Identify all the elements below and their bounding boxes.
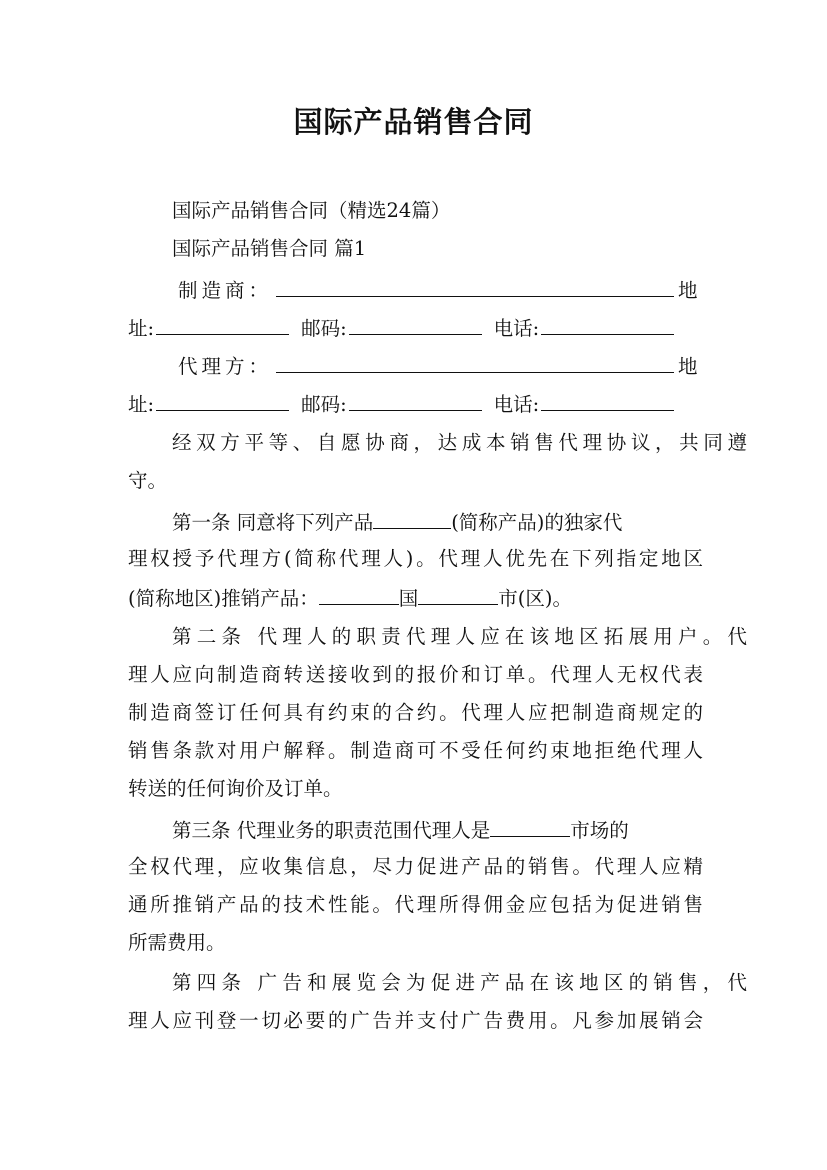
article3-text: 市场的 — [570, 819, 629, 842]
section-heading: 国际产品销售合同 篇1 — [172, 237, 367, 260]
manufacturer-address-label: 址: — [128, 317, 155, 340]
city-blank — [418, 578, 498, 605]
article3-line: 全权代理，应收集信息，尽力促进产品的销售。代理人应精 — [128, 855, 703, 878]
agent-address-row — [128, 384, 703, 424]
agent-postcode-label: 邮码: — [301, 393, 347, 416]
article1-line — [128, 578, 703, 618]
agent-label: 代理方： — [178, 355, 273, 378]
article1-text: (简称产品)的独家代 — [451, 511, 623, 534]
article1-line: 理权授予代理方(简称代理人)。代理人优先在下列指定地区 — [128, 547, 703, 570]
article2-line: 销售条款对用户解释。制造商可不受任何约束地拒绝代理人 — [128, 739, 703, 762]
intro-line: 经双方平等、自愿协商，达成本销售代理协议，共同遵 — [172, 431, 747, 454]
article1-line — [128, 502, 747, 542]
manufacturer-phone-label: 电话: — [493, 317, 540, 340]
subtitle: 国际产品销售合同（精选24篇） — [172, 199, 451, 222]
article4-line: 理人应刊登一切必要的广告并支付广告费用。凡参加展销会 — [128, 1009, 703, 1032]
article1-text: (简称地区)推销产品： — [128, 587, 319, 610]
article4-line: 第四条 广告和展览会为促进产品在该地区的销售，代 — [172, 971, 747, 994]
agent-address-blank — [156, 384, 289, 411]
article3-line: 所需费用。 — [128, 931, 226, 954]
agent-postcode-blank — [349, 384, 482, 411]
article1-text: 市(区)。 — [498, 587, 572, 610]
article1-text: 国 — [398, 587, 419, 610]
agent-phone-blank — [541, 384, 674, 411]
document-title: 国际产品销售合同 — [293, 105, 534, 139]
manufacturer-label: 制造商： — [178, 279, 273, 302]
article3-text: 第三条 代理业务的职责范围代理人是 — [172, 819, 491, 842]
manufacturer-address-tail: 地 — [678, 279, 698, 302]
article3-line: 通所推销产品的技术性能。代理所得佣金应包括为促进销售 — [128, 893, 703, 916]
article2-line: 制造商签订任何具有约束的合约。代理人应把制造商规定的 — [128, 701, 703, 724]
article2-line: 转送的任何询价及订单。 — [128, 777, 343, 800]
manufacturer-address-row — [128, 308, 703, 348]
article2-line: 第二条 代理人的职责代理人应在该地区拓展用户。代 — [172, 625, 747, 648]
manufacturer-postcode-blank — [349, 308, 482, 335]
agent-phone-label: 电话: — [493, 393, 540, 416]
agent-address-tail: 地 — [678, 355, 698, 378]
agent-name-blank — [276, 346, 674, 373]
market-blank — [490, 810, 570, 837]
intro-line: 守。 — [128, 469, 168, 492]
agent-address-label: 址: — [128, 393, 155, 416]
agent-name-row — [178, 346, 703, 386]
manufacturer-name-row — [178, 270, 703, 310]
manufacturer-name-blank — [276, 270, 674, 297]
manufacturer-postcode-label: 邮码: — [301, 317, 347, 340]
manufacturer-address-blank — [156, 308, 289, 335]
product-blank — [373, 502, 451, 529]
country-blank — [319, 578, 399, 605]
manufacturer-phone-blank — [541, 308, 674, 335]
article3-line — [128, 810, 747, 850]
article2-line: 理人应向制造商转送接收到的报价和订单。代理人无权代表 — [128, 663, 703, 686]
article1-text: 第一条 同意将下列产品 — [172, 511, 374, 534]
